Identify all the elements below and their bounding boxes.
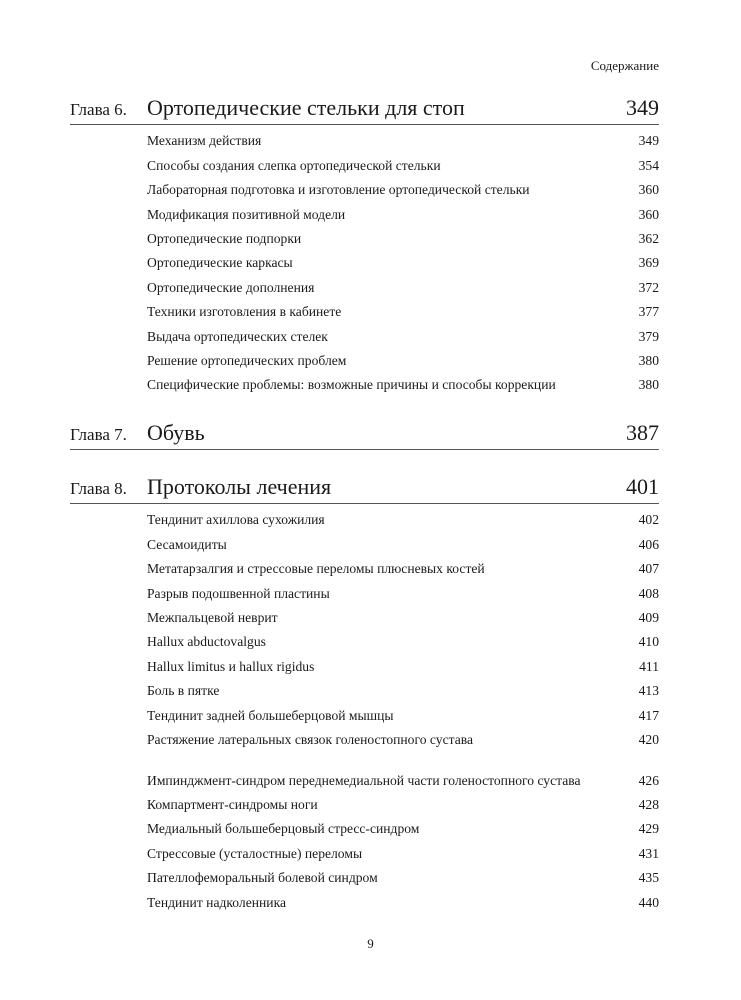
entry-title: Способы создания слепка ортопедической стельки	[147, 157, 441, 173]
entry-page: 408	[638, 585, 659, 601]
entry-page: 409	[638, 609, 659, 625]
toc-entry	[147, 890, 659, 914]
entry-title: Ортопедические каркасы	[147, 255, 293, 271]
entry-title: Разрыв подошвенной пластины	[147, 585, 330, 601]
entry-page: 428	[638, 797, 659, 813]
entry-title: Лабораторная подготовка и изготовление ортопедической стельки	[147, 182, 530, 198]
entry-page: 369	[638, 255, 659, 271]
entry-page: 411	[639, 658, 659, 674]
chapter-label: Глава 6.	[70, 100, 127, 119]
entry-page: 429	[638, 821, 659, 837]
entry-page: 362	[638, 230, 659, 246]
toc-entry	[147, 654, 659, 678]
entry-page: 380	[638, 352, 659, 368]
entry-title: Тендинит задней большеберцовой мышцы	[147, 707, 394, 723]
toc-entry	[147, 557, 659, 581]
entry-page: 402	[638, 512, 659, 528]
entry-page: 426	[638, 772, 659, 788]
entry-title: Выдача ортопедических стелек	[147, 328, 328, 344]
entry-title: Боль в пятке	[147, 683, 220, 699]
chapter-section	[70, 419, 659, 454]
entry-page: 413	[638, 683, 659, 699]
entry-title: Медиальный большеберцовый стресс-синдром	[147, 821, 420, 837]
entry-page: 377	[638, 304, 659, 320]
toc-entry	[147, 153, 659, 177]
entry-title: Ортопедические подпорки	[147, 230, 302, 246]
entry-title: Модификация позитивной модели	[147, 206, 346, 222]
section-list	[70, 129, 659, 397]
entry-title: Механизм действия	[147, 133, 262, 149]
entry-page: 420	[638, 731, 659, 747]
toc-entry	[147, 703, 659, 727]
toc-entry	[147, 728, 659, 752]
entry-page: 380	[638, 377, 659, 393]
chapter-section	[70, 473, 659, 915]
toc-entry	[147, 630, 659, 654]
entry-title: Сесамоидиты	[147, 536, 227, 552]
entry-page: 360	[638, 206, 659, 222]
entry-page: 407	[638, 561, 659, 577]
entry-page: 354	[638, 157, 659, 173]
running-header: Содержание	[590, 58, 659, 73]
entry-title: Стрессовые (усталостные) переломы	[147, 845, 363, 861]
chapter-title: Протоколы лечения	[147, 474, 332, 499]
toc-entry	[147, 606, 659, 630]
entry-page: 379	[638, 328, 659, 344]
chapter-title: Ортопедические стельки для стоп	[147, 95, 465, 120]
chapter-label: Глава 7.	[70, 425, 127, 444]
entry-title: Межпальцевой неврит	[147, 609, 278, 625]
chapter-heading	[70, 473, 659, 504]
entry-title: Ортопедические дополнения	[147, 279, 315, 295]
toc-entry	[147, 373, 659, 397]
chapter-heading	[70, 94, 659, 125]
toc-entry	[147, 679, 659, 703]
entry-title: Решение ортопедических проблем	[147, 352, 347, 368]
toc-entry	[147, 349, 659, 373]
entry-page: 435	[638, 870, 659, 886]
toc-entry	[147, 129, 659, 153]
chapter-heading	[70, 419, 659, 450]
entry-title: Специфические проблемы: возможные причины и способы коррекции	[147, 377, 556, 393]
entry-page: 406	[638, 536, 659, 552]
chapter-title: Обувь	[147, 420, 205, 445]
entry-page: 431	[638, 845, 659, 861]
toc-entry	[147, 532, 659, 556]
toc-entry	[147, 300, 659, 324]
entry-title: Растяжение латеральных связок голеностопного сустава	[147, 731, 474, 747]
entry-page: 410	[638, 634, 659, 650]
toc-entry	[147, 275, 659, 299]
toc-entry	[147, 202, 659, 226]
entry-page: 372	[638, 279, 659, 295]
entry-title: Метатарзалгия и стрессовые переломы плюсневых костей	[147, 561, 485, 577]
entry-page: 440	[638, 894, 659, 910]
toc-entry	[147, 324, 659, 348]
entry-title: Пателлофеморальный болевой синдром	[147, 870, 378, 886]
toc-entry	[147, 752, 659, 793]
toc-entry	[147, 841, 659, 865]
chapter-page: 401	[626, 474, 659, 499]
entry-title: Техники изготовления в кабинете	[147, 304, 342, 320]
entry-title: Тендинит ахиллова сухожилия	[147, 512, 325, 528]
entry-title: Тендинит надколенника	[147, 894, 287, 910]
toc-entry	[147, 817, 659, 841]
toc-entry	[147, 866, 659, 890]
entry-page: 360	[638, 182, 659, 198]
toc-entry	[147, 251, 659, 275]
entry-title: Hallux abductovalgus	[147, 634, 266, 650]
chapter-section	[70, 94, 659, 397]
page-number: 9	[367, 936, 374, 951]
chapter-label: Глава 8.	[70, 479, 127, 498]
toc-entry	[147, 793, 659, 817]
entry-page: 417	[638, 707, 659, 723]
toc-entry	[147, 178, 659, 202]
toc-entry	[147, 227, 659, 251]
toc-entry	[147, 581, 659, 605]
section-list	[70, 508, 659, 915]
entry-title: Компартмент-синдромы ноги	[147, 797, 318, 813]
entry-title: Импинджмент-синдром переднемедиальной части голеностопного сустава	[147, 772, 581, 788]
entry-title: Hallux limitus и hallux rigidus	[147, 658, 315, 674]
toc-entry	[147, 508, 659, 532]
chapter-page: 349	[626, 95, 659, 120]
entry-page: 349	[638, 133, 659, 149]
chapter-page: 387	[626, 420, 659, 445]
